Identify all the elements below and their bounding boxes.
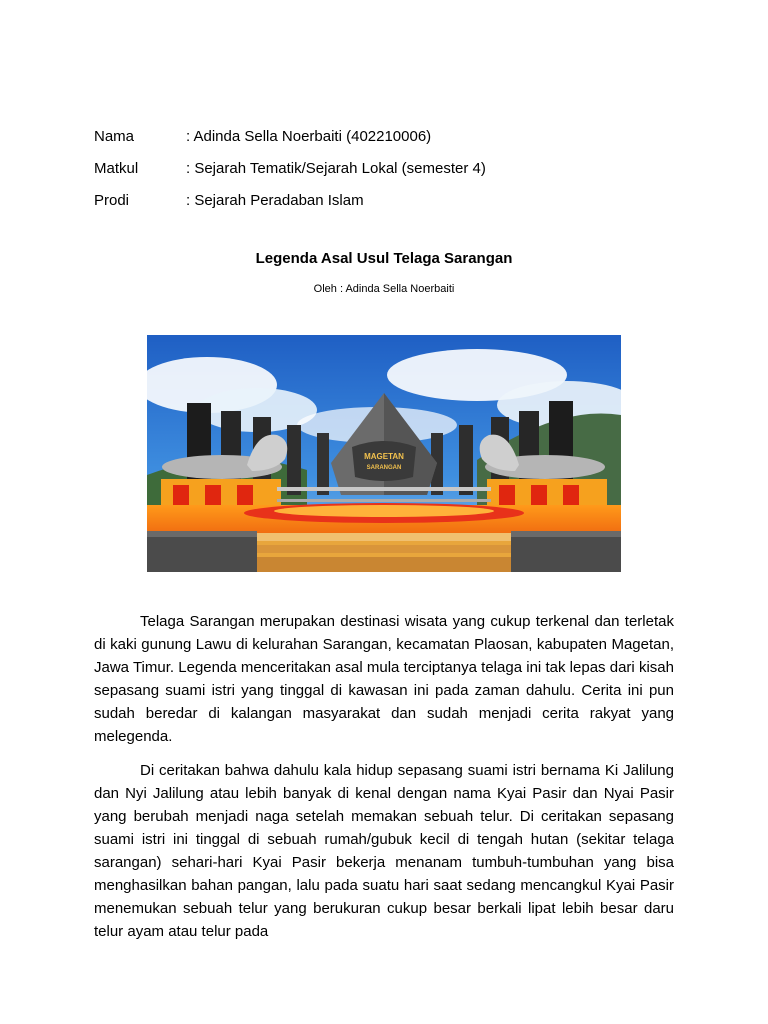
paragraph-1: Telaga Sarangan merupakan destinasi wisata yang cukup terkenal dan terletak di kaki gunung Lawu di kelurahan Sarangan, kecamatan Plaosan, kabupaten Magetan, Jawa Timur. Legenda menceritakan asal mula terciptanya telaga ini tak lepas dari kisah sepasang suami istri yang tinggal di kawasan ini pada zaman dahulu. Cerita ini pun sudah beredar di kalangan masyarakat dan sudah menjadi cerita rakyat yang melegenda.	[94, 613, 674, 745]
info-row-prodi	[94, 184, 486, 216]
sign-line2: SARANGAN	[366, 465, 402, 471]
author-byline: Oleh : Adinda Sella Noerbaiti	[313, 283, 455, 295]
nama-label: Nama	[94, 127, 135, 145]
sign-line1: MAGETAN	[364, 452, 404, 461]
document-body	[94, 610, 674, 954]
info-row-matkul	[94, 152, 486, 184]
prodi-label: Prodi	[94, 191, 130, 209]
matkul-label: Matkul	[94, 159, 139, 177]
student-info	[94, 120, 486, 216]
info-row-nama	[94, 120, 486, 152]
nama-value: : Adinda Sella Noerbaiti (402210006)	[186, 127, 432, 145]
matkul-value: : Sejarah Tematik/Sejarah Lokal (semester 4)	[186, 159, 486, 177]
paragraph-2: Di ceritakan bahwa dahulu kala hidup sepasang suami istri bernama Ki Jalilung dan Nyi Jalilung atau lebih banyak di kenal dengan nama Kyai Pasir dan Nyai Pasir yang berubah menjadi naga setelah memakan sebuah telur. Di ceritakan sepasang suami istri ini tinggal di sebuah rumah/gubuk kecil di tengah hutan (sekitar telaga sarangan) sehari-hari Kyai Pasir bekerja menanam tumbuh-tumbuhan yang bisa menghasilkan bahan pangan, lalu pada suatu hari saat sedang mencangkul Kyai Pasir menemukan sebuah telur yang berukuran cukup besar berkali lipat lebih besar daru telur ayam atau telur pada	[94, 762, 674, 940]
prodi-value: : Sejarah Peradaban Islam	[186, 191, 364, 209]
document-title: Legenda Asal Usul Telaga Sarangan	[255, 250, 513, 267]
sarangan-monument-photo	[147, 335, 621, 572]
